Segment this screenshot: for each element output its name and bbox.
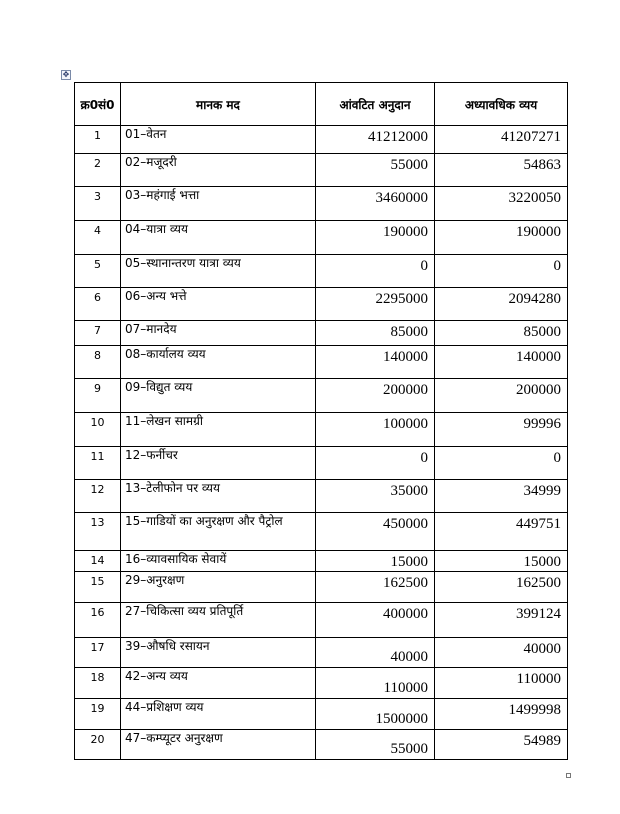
row-standard-item: 39–औषधि रसायन <box>121 638 316 668</box>
row-allotted-grant: 15000 <box>316 551 435 572</box>
row-standard-item: 13–टेलीफोन पर व्यय <box>121 480 316 513</box>
row-standard-item: 47–कम्प्यूटर अनुरक्षण <box>121 730 316 760</box>
row-allotted-grant: 3460000 <box>316 187 435 221</box>
row-standard-item: 04–यात्रा व्यय <box>121 221 316 255</box>
table-resize-handle-icon[interactable] <box>566 773 571 778</box>
row-updated-expenditure: 85000 <box>435 321 568 346</box>
row-standard-item: 15–गाडियों का अनुरक्षण और पैट्रोल <box>121 513 316 551</box>
table-row <box>75 126 568 154</box>
row-updated-expenditure: 34999 <box>435 480 568 513</box>
row-standard-item: 44–प्रशिक्षण व्यय <box>121 699 316 730</box>
table-row <box>75 288 568 321</box>
table-row <box>75 551 568 572</box>
row-standard-item: 06–अन्य भत्ते <box>121 288 316 321</box>
row-allotted-grant: 35000 <box>316 480 435 513</box>
table-header-row <box>75 83 568 126</box>
row-serial-number: 6 <box>75 288 121 321</box>
row-standard-item: 02–मजूदरी <box>121 154 316 187</box>
row-updated-expenditure: 99996 <box>435 413 568 447</box>
row-serial-number: 20 <box>75 730 121 760</box>
row-updated-expenditure: 2094280 <box>435 288 568 321</box>
row-serial-number: 14 <box>75 551 121 572</box>
row-standard-item: 05–स्थानान्तरण यात्रा व्यय <box>121 255 316 288</box>
row-serial-number: 18 <box>75 668 121 699</box>
table-row <box>75 730 568 760</box>
row-allotted-grant: 400000 <box>316 603 435 638</box>
row-standard-item: 09–विद्युत व्यय <box>121 379 316 413</box>
row-serial-number: 10 <box>75 413 121 447</box>
row-standard-item: 27–चिकित्सा व्यय प्रतिपूर्ति <box>121 603 316 638</box>
table-row <box>75 154 568 187</box>
table-row <box>75 603 568 638</box>
row-updated-expenditure: 162500 <box>435 572 568 603</box>
row-updated-expenditure: 0 <box>435 447 568 480</box>
row-serial-number: 15 <box>75 572 121 603</box>
table-row <box>75 638 568 668</box>
row-updated-expenditure: 0 <box>435 255 568 288</box>
row-updated-expenditure: 15000 <box>435 551 568 572</box>
row-allotted-grant: 0 <box>316 447 435 480</box>
row-allotted-grant: 190000 <box>316 221 435 255</box>
row-serial-number: 4 <box>75 221 121 255</box>
table-row <box>75 255 568 288</box>
budget-table <box>74 82 568 760</box>
row-allotted-grant: 40000 <box>316 638 435 668</box>
row-standard-item: 16–व्यावसायिक सेवायें <box>121 551 316 572</box>
row-serial-number: 13 <box>75 513 121 551</box>
row-serial-number: 16 <box>75 603 121 638</box>
row-allotted-grant: 110000 <box>316 668 435 699</box>
row-updated-expenditure: 200000 <box>435 379 568 413</box>
row-updated-expenditure: 40000 <box>435 638 568 668</box>
row-standard-item: 07–मानदेय <box>121 321 316 346</box>
row-allotted-grant: 100000 <box>316 413 435 447</box>
table-row <box>75 221 568 255</box>
row-allotted-grant: 0 <box>316 255 435 288</box>
row-serial-number: 5 <box>75 255 121 288</box>
row-allotted-grant: 450000 <box>316 513 435 551</box>
row-updated-expenditure: 399124 <box>435 603 568 638</box>
row-standard-item: 11–लेखन सामग्री <box>121 413 316 447</box>
row-updated-expenditure: 41207271 <box>435 126 568 154</box>
row-serial-number: 17 <box>75 638 121 668</box>
row-allotted-grant: 55000 <box>316 154 435 187</box>
row-updated-expenditure: 140000 <box>435 346 568 379</box>
row-standard-item: 29–अनुरक्षण <box>121 572 316 603</box>
table-row <box>75 321 568 346</box>
table-row <box>75 699 568 730</box>
row-serial-number: 12 <box>75 480 121 513</box>
row-updated-expenditure: 190000 <box>435 221 568 255</box>
header-serial-number: क्र0सं0 <box>75 83 121 126</box>
row-serial-number: 9 <box>75 379 121 413</box>
row-standard-item: 03–महंगाई भत्ता <box>121 187 316 221</box>
row-standard-item: 12–फर्नीचर <box>121 447 316 480</box>
row-allotted-grant: 140000 <box>316 346 435 379</box>
row-serial-number: 11 <box>75 447 121 480</box>
row-serial-number: 19 <box>75 699 121 730</box>
row-standard-item: 42–अन्य व्यय <box>121 668 316 699</box>
row-standard-item: 08–कार्यालय व्यय <box>121 346 316 379</box>
row-allotted-grant: 200000 <box>316 379 435 413</box>
table-move-handle-icon[interactable]: ✥ <box>62 70 70 79</box>
table-row <box>75 572 568 603</box>
table-row <box>75 480 568 513</box>
table-row <box>75 447 568 480</box>
row-serial-number: 1 <box>75 126 121 154</box>
row-updated-expenditure: 110000 <box>435 668 568 699</box>
row-standard-item: 01–वेतन <box>121 126 316 154</box>
table-row <box>75 413 568 447</box>
row-updated-expenditure: 449751 <box>435 513 568 551</box>
row-updated-expenditure: 54989 <box>435 730 568 760</box>
table-row <box>75 379 568 413</box>
row-allotted-grant: 55000 <box>316 730 435 760</box>
header-standard-item: मानक मद <box>121 83 316 126</box>
table-row <box>75 187 568 221</box>
row-serial-number: 7 <box>75 321 121 346</box>
table-row <box>75 346 568 379</box>
row-allotted-grant: 85000 <box>316 321 435 346</box>
row-updated-expenditure: 54863 <box>435 154 568 187</box>
table-row <box>75 513 568 551</box>
row-updated-expenditure: 3220050 <box>435 187 568 221</box>
row-allotted-grant: 162500 <box>316 572 435 603</box>
row-updated-expenditure: 1499998 <box>435 699 568 730</box>
row-serial-number: 8 <box>75 346 121 379</box>
row-allotted-grant: 1500000 <box>316 699 435 730</box>
table-row <box>75 668 568 699</box>
table-body <box>75 126 568 760</box>
header-allotted-grant: आंवटित अनुदान <box>316 83 435 126</box>
header-updated-expenditure: अध्यावधिक व्यय <box>435 83 568 126</box>
row-serial-number: 3 <box>75 187 121 221</box>
row-allotted-grant: 41212000 <box>316 126 435 154</box>
row-serial-number: 2 <box>75 154 121 187</box>
row-allotted-grant: 2295000 <box>316 288 435 321</box>
